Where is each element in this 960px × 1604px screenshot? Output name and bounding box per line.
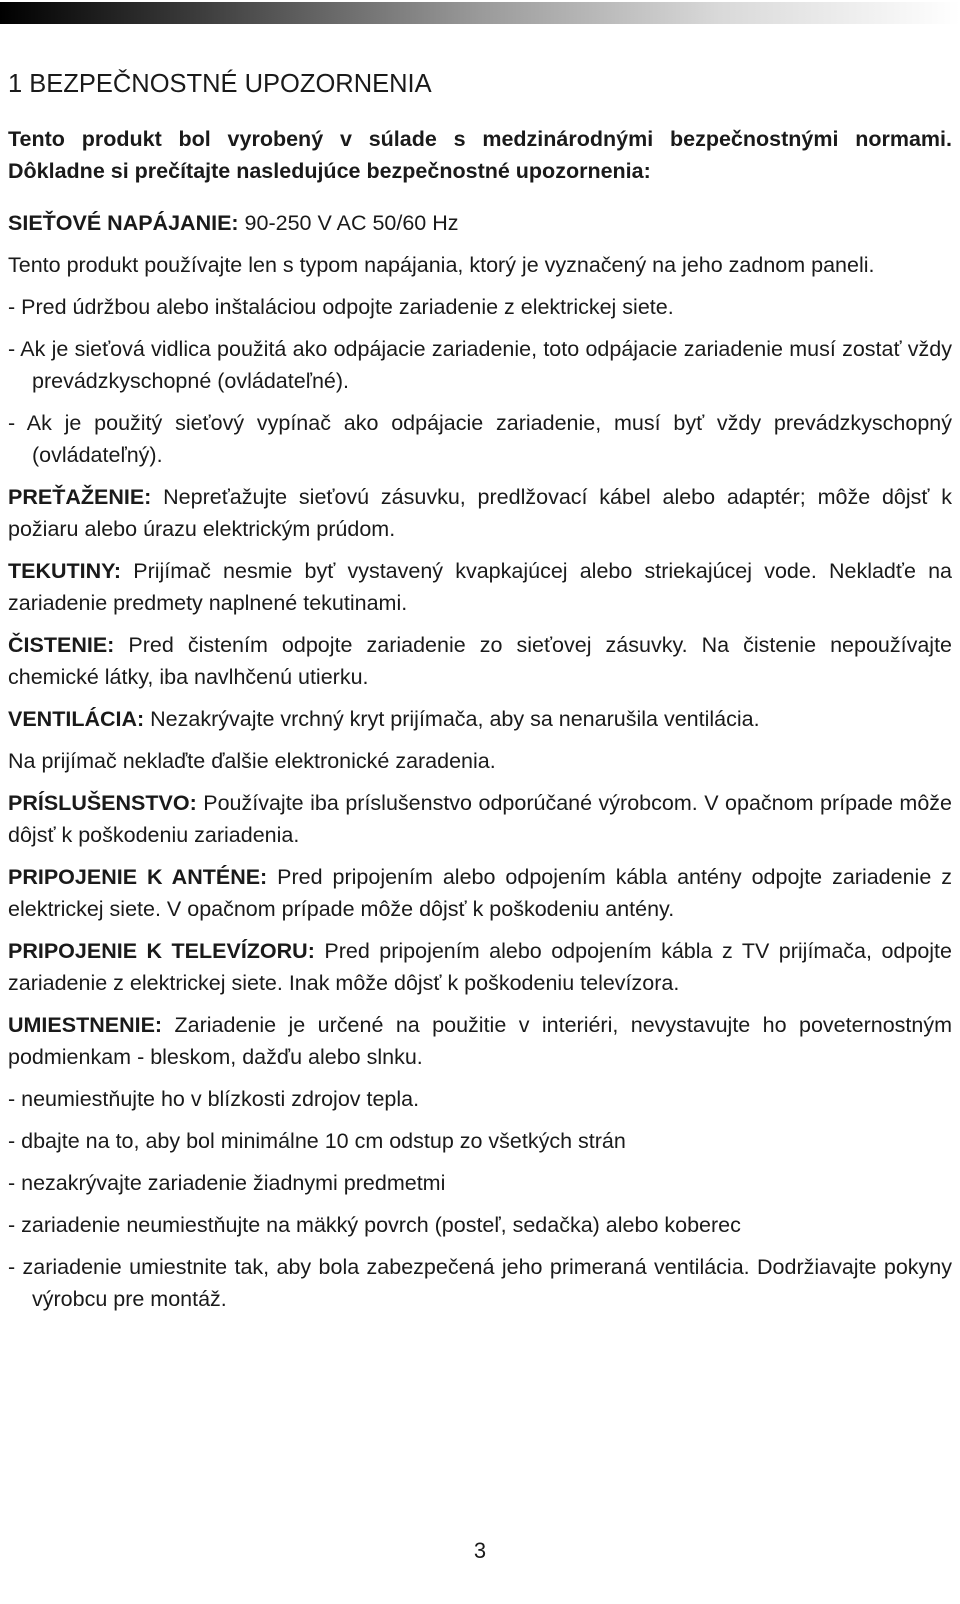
liquids-paragraph	[8, 555, 952, 619]
tv-text: Pred pripojením alebo odpojením kábla z TV prijímača, odpojte zariadenie z elektrickej siete. Inak môže dôjsť k poškodeniu televízora.	[8, 939, 952, 995]
accessories-label: PRÍSLUŠENSTVO:	[8, 791, 197, 815]
power-item-1: - Pred údržbou alebo inštaláciou odpojte zariadenie z elektrickej siete.	[8, 295, 674, 319]
power-supply-line	[8, 207, 952, 239]
cleaning-paragraph	[8, 629, 952, 693]
antenna-paragraph	[8, 861, 952, 925]
power-value: 90-250 V AC 50/60 Hz	[238, 211, 459, 235]
power-text: Tento produkt používajte len s typom napájania, ktorý je vyznačený na jeho zadnom paneli.	[8, 253, 875, 277]
document-body	[8, 62, 952, 1315]
ventilation-extra: Na prijímač neklaďte ďalšie elektronické zaradenia.	[8, 749, 496, 773]
ventilation-text: Nezakrývajte vrchný kryt prijímača, aby sa nenarušila ventilácia.	[144, 707, 760, 731]
header-gradient-bar	[0, 2, 960, 24]
power-item-3: - Ak je použitý sieťový vypínač ako odpájacie zariadenie, musí byť vždy prevádzkyschopný (ovládateľný).	[8, 411, 952, 467]
overload-label: PREŤAŽENIE:	[8, 485, 152, 509]
overload-paragraph	[8, 481, 952, 545]
antenna-text: Pred pripojením alebo odpojením kábla antény odpojte zariadenie z elektrickej siete. V opačnom prípade môže dôjsť k poškodeniu antény.	[8, 865, 952, 921]
ventilation-label: VENTILÁCIA:	[8, 707, 145, 731]
accessories-paragraph	[8, 787, 952, 851]
placement-paragraph	[8, 1009, 952, 1073]
antenna-label: PRIPOJENIE K ANTÉNE:	[8, 865, 268, 889]
ventilation-paragraph	[8, 703, 952, 735]
section-heading: 1 BEZPEČNOSTNÉ UPOZORNENIA	[8, 70, 432, 98]
liquids-text: Prijímač nesmie byť vystavený kvapkajúcej alebo striekajúcej vode. Nekladťe na zariadenie predmety naplnené tekutinami.	[8, 559, 952, 615]
tv-paragraph	[8, 935, 952, 999]
placement-item-3: - nezakrývajte zariadenie žiadnymi predmetmi	[8, 1171, 446, 1195]
power-label: SIEŤOVÉ NAPÁJANIE:	[8, 211, 239, 235]
page-number: 3	[473, 1538, 487, 1563]
placement-item-4: - zariadenie neumiestňujte na mäkký povrch (posteľ, sedačka) alebo koberec	[8, 1213, 741, 1237]
accessories-text: Používajte iba príslušenstvo odporúčané výrobcom. V opačnom prípade môže dôjsť k poškodeniu zariadenia.	[8, 791, 952, 847]
cleaning-text: Pred čistením odpojte zariadenie zo sieťovej zásuvky. Na čistenie nepoužívajte chemické látky, iba navlhčenú utierku.	[8, 633, 952, 689]
liquids-label: TEKUTINY:	[8, 559, 122, 583]
placement-item-2: - dbajte na to, aby bol minimálne 10 cm odstup zo všetkých strán	[8, 1129, 626, 1153]
tv-label: PRIPOJENIE K TELEVÍZORU:	[8, 939, 315, 963]
power-item-2: - Ak je sieťová vidlica použitá ako odpájacie zariadenie, toto odpájacie zariadenie musí zostať vždy prevádzkyschopné (ovládateľné).	[8, 337, 952, 393]
overload-text: Nepreťažujte sieťovú zásuvku, predlžovací kábel alebo adaptér; môže dôjsť k požiaru alebo úrazu elektrickým prúdom.	[8, 485, 952, 541]
placement-item-1: - neumiestňujte ho v blízkosti zdrojov tepla.	[8, 1087, 420, 1111]
cleaning-label: ČISTENIE:	[8, 633, 115, 657]
placement-text: Zariadenie je určené na použitie v interiéri, nevystavujte ho poveternostným podmienkam - bleskom, dažďu alebo slnku.	[8, 1013, 952, 1069]
placement-item-5: - zariadenie umiestnite tak, aby bola zabezpečená jeho primeraná ventilácia. Dodržiavajte pokyny výrobcu pre montáž.	[8, 1255, 952, 1311]
placement-label: UMIESTNENIE:	[8, 1013, 163, 1037]
intro-paragraph: Tento produkt bol vyrobený v súlade s medzinárodnými bezpečnostnými normami. Dôkladne si prečítajte nasledujúce bezpečnostné upozornenia:	[8, 127, 952, 183]
